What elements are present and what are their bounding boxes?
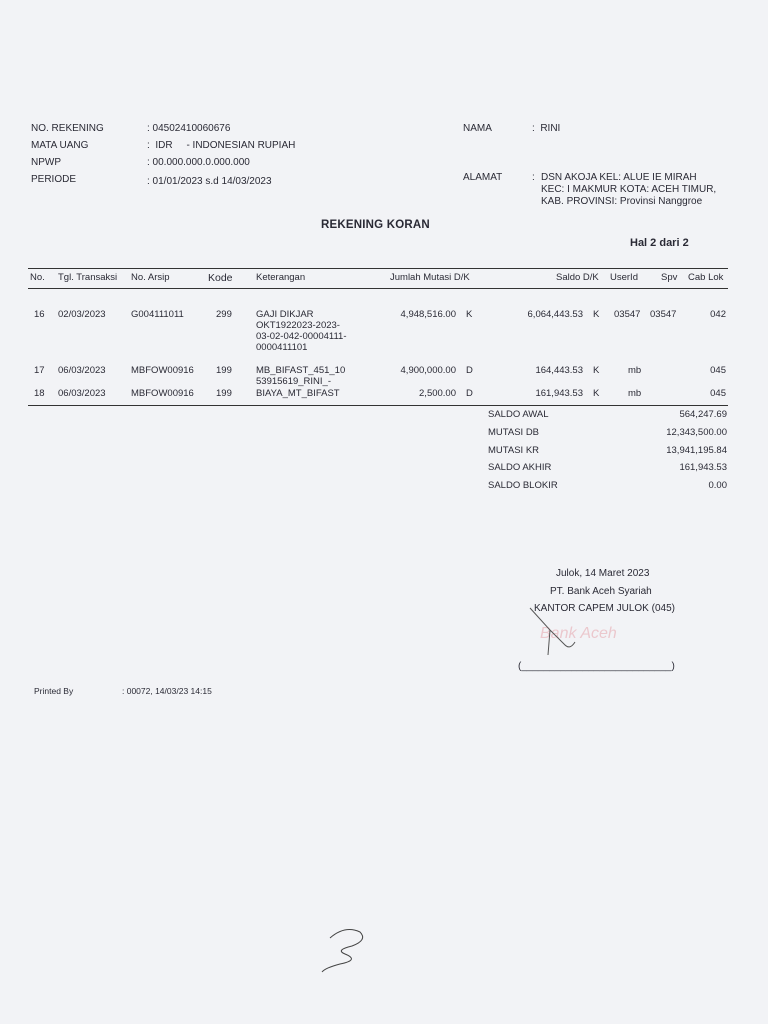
summary-value: 161,943.53 xyxy=(679,462,727,473)
summary-value: 0.00 xyxy=(708,480,727,491)
no-rekening-value: : 04502410060676 xyxy=(147,123,231,134)
nama-value: : RINI xyxy=(532,123,561,134)
table-top-rule xyxy=(28,268,728,269)
npwp-value: : 00.000.000.0.000.000 xyxy=(147,157,250,168)
row-jumlah: 2,500.00 xyxy=(419,388,456,399)
row-keterangan-4: 0000411101 xyxy=(256,342,308,353)
row-dk: K xyxy=(466,309,473,320)
col-header-keterangan: Keterangan xyxy=(256,272,306,283)
stamp-text: Bank Aceh xyxy=(540,625,617,642)
row-tgl: 06/03/2023 xyxy=(58,365,106,376)
col-header-userid: UserId xyxy=(610,272,638,283)
periode-label: PERIODE xyxy=(31,174,77,185)
pen-scribble xyxy=(310,920,380,980)
signature-office: KANTOR CAPEM JULOK (045) xyxy=(534,603,675,614)
no-rekening-label: NO. REKENING xyxy=(31,123,104,134)
row-keterangan-2: OKT1922023-2023- xyxy=(256,320,340,331)
signature-place-date: Julok, 14 Maret 2023 xyxy=(556,568,650,579)
summary-label: SALDO AKHIR xyxy=(488,462,552,473)
summary-value: 13,941,195.84 xyxy=(666,445,727,456)
table-header-rule xyxy=(28,288,728,289)
signature-scribble xyxy=(520,600,600,660)
row-saldo-dk: K xyxy=(593,388,600,399)
alamat-line-1: DSN AKOJA KEL: ALUE IE MIRAH xyxy=(541,172,697,183)
row-kode: 199 xyxy=(216,365,232,376)
document-title: REKENING KORAN xyxy=(321,219,430,231)
nama-label: NAMA xyxy=(463,123,492,134)
page-indicator: Hal 2 dari 2 xyxy=(630,237,689,249)
row-saldo: 164,443.53 xyxy=(535,365,583,376)
row-saldo-dk: K xyxy=(593,309,600,320)
col-header-saldo: Saldo D/K xyxy=(556,272,599,283)
summary-label: MUTASI DB xyxy=(488,427,540,438)
row-cablok: 045 xyxy=(710,388,726,399)
row-keterangan-1: MB_BIFAST_451_10 xyxy=(256,365,346,376)
row-userid: 03547 xyxy=(614,309,641,320)
row-tgl: 06/03/2023 xyxy=(58,388,106,399)
row-tgl: 02/03/2023 xyxy=(58,309,106,320)
row-arsip: G004111011 xyxy=(131,309,184,320)
signature-company: PT. Bank Aceh Syariah xyxy=(550,586,652,597)
row-jumlah: 4,948,516.00 xyxy=(400,309,456,320)
row-arsip: MBFOW00916 xyxy=(131,388,194,399)
mata-uang-label: MATA UANG xyxy=(31,140,89,151)
alamat-line-3: KAB. PROVINSI: Provinsi Nanggroe xyxy=(541,196,703,207)
summary-value: 564,247.69 xyxy=(679,409,727,420)
row-saldo: 6,064,443.53 xyxy=(527,309,583,320)
row-saldo-dk: K xyxy=(593,365,600,376)
row-cablok: 045 xyxy=(710,365,726,376)
row-jumlah: 4,900,000.00 xyxy=(400,365,456,376)
mata-uang-value: : IDR - INDONESIAN RUPIAH xyxy=(147,140,296,151)
npwp-label: NPWP xyxy=(31,157,61,168)
row-dk: D xyxy=(466,388,473,399)
row-keterangan-3: 03-02-042-00004111- xyxy=(256,331,347,342)
alamat-line-2: KEC: I MAKMUR KOTA: ACEH TIMUR, xyxy=(541,184,717,195)
row-dk: D xyxy=(466,365,473,376)
summary-label: MUTASI KR xyxy=(488,445,540,456)
row-userid: mb xyxy=(628,388,642,399)
table-bottom-rule xyxy=(28,405,728,406)
row-keterangan-1: BIAYA_MT_BIFAST xyxy=(256,388,340,399)
alamat-colon: : xyxy=(532,172,535,183)
col-header-spv: Spv xyxy=(661,272,678,283)
summary-label: SALDO BLOKIR xyxy=(488,480,558,491)
row-spv: 03547 xyxy=(650,309,677,320)
col-header-kode: Kode xyxy=(208,272,233,284)
summary-value: 12,343,500.00 xyxy=(666,427,727,438)
summary-label: SALDO AWAL xyxy=(488,409,549,420)
printed-by-label: Printed By xyxy=(34,686,74,696)
row-kode: 199 xyxy=(216,388,232,399)
signature-name-line: (___________________________) xyxy=(518,661,675,672)
row-arsip: MBFOW00916 xyxy=(131,365,194,376)
printed-by-value: : 00072, 14/03/23 14:15 xyxy=(122,686,212,696)
row-keterangan-2: 53915619_RINI_- xyxy=(256,376,331,387)
periode-value: : 01/01/2023 s.d 14/03/2023 xyxy=(147,176,272,187)
row-no: 18 xyxy=(34,388,45,399)
alamat-label: ALAMAT xyxy=(463,172,503,183)
col-header-arsip: No. Arsip xyxy=(131,272,170,283)
row-no: 16 xyxy=(34,309,45,320)
col-header-no: No. xyxy=(30,272,45,283)
row-keterangan-1: GAJI DIKJAR xyxy=(256,309,314,320)
col-header-tgl: Tgl. Transaksi xyxy=(58,272,118,283)
row-no: 17 xyxy=(34,365,45,376)
row-cablok: 042 xyxy=(710,309,726,320)
col-header-jumlah: Jumlah Mutasi D/K xyxy=(390,272,470,283)
row-saldo: 161,943.53 xyxy=(535,388,583,399)
col-header-cablok: Cab Lok xyxy=(688,272,724,283)
row-userid: mb xyxy=(628,365,642,376)
row-kode: 299 xyxy=(216,309,232,320)
